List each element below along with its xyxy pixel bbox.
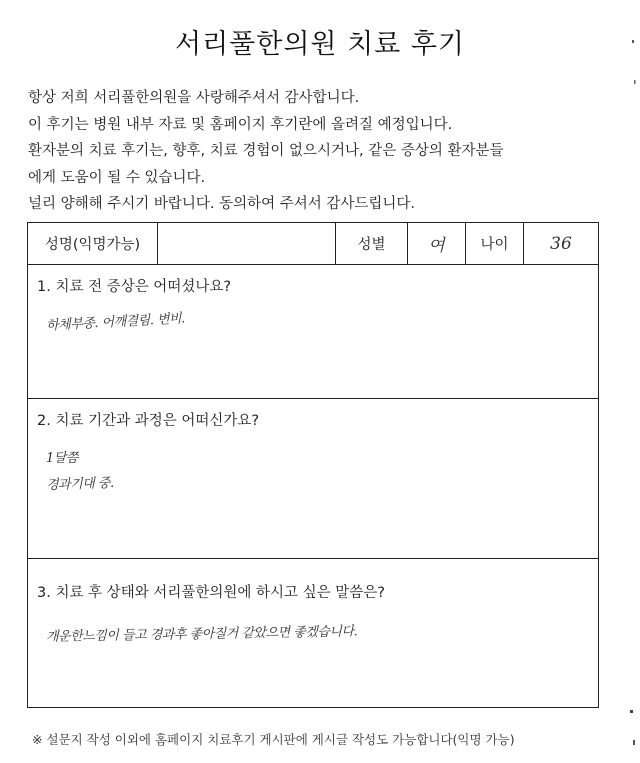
answer-text[interactable]: 경과기대 중. <box>45 475 114 494</box>
question-text: 2. 치료 기간과 과정은 어떠신가요? <box>37 413 260 429</box>
intro-line: 항상 저희 서리풀한의원을 사랑해주셔서 감사합니다. <box>28 90 360 106</box>
gender-label: 성별 <box>336 223 408 264</box>
gender-field[interactable]: 여 <box>408 223 466 264</box>
intro-line: 널리 양해해 주시기 바랍니다. 동의하여 주셔서 감사드립니다. <box>28 196 416 212</box>
question-section-2 <box>28 399 598 559</box>
age-label: 나이 <box>466 223 524 264</box>
answer-text[interactable]: 개운한느낌이 들고 경과후 좋아질거 같았으면 좋겠습니다. <box>45 624 358 645</box>
footnote: ※ 설문지 작성 이외에 홈페이지 치료후기 게시판에 게시글 작성도 가능합니다(익명 가능) <box>32 732 515 747</box>
intro-text <box>28 85 628 218</box>
answer-text[interactable]: 1달쯤 <box>46 451 78 466</box>
intro-line: 에게 도움이 될 수 있습니다. <box>28 169 206 186</box>
info-row <box>28 223 598 265</box>
answer-text[interactable]: 하체부종. 어깨결림. 변비. <box>45 311 186 334</box>
intro-line: 이 후기는 병원 내부 자료 및 홈페이지 후기란에 올려질 예정입니다. <box>28 116 453 133</box>
name-field[interactable] <box>158 223 336 264</box>
intro-line: 환자분의 치료 후기는, 향후, 치료 경험이 없으시거나, 같은 증상의 환자분들 <box>28 143 504 159</box>
question-section-3 <box>28 559 598 707</box>
question-text: 1. 치료 전 증상은 어떠셨나요? <box>37 279 232 295</box>
document-title: 서리풀한의원 치료 후기 <box>175 29 465 60</box>
scan-specks <box>620 0 640 763</box>
age-field[interactable]: 36 <box>550 233 572 254</box>
question-section-1 <box>28 265 598 399</box>
question-text: 3. 치료 후 상태와 서리풀한의원에 하시고 싶은 말씀은? <box>37 585 385 601</box>
name-label: 성명(익명가능) <box>28 223 158 264</box>
review-form <box>27 222 599 708</box>
